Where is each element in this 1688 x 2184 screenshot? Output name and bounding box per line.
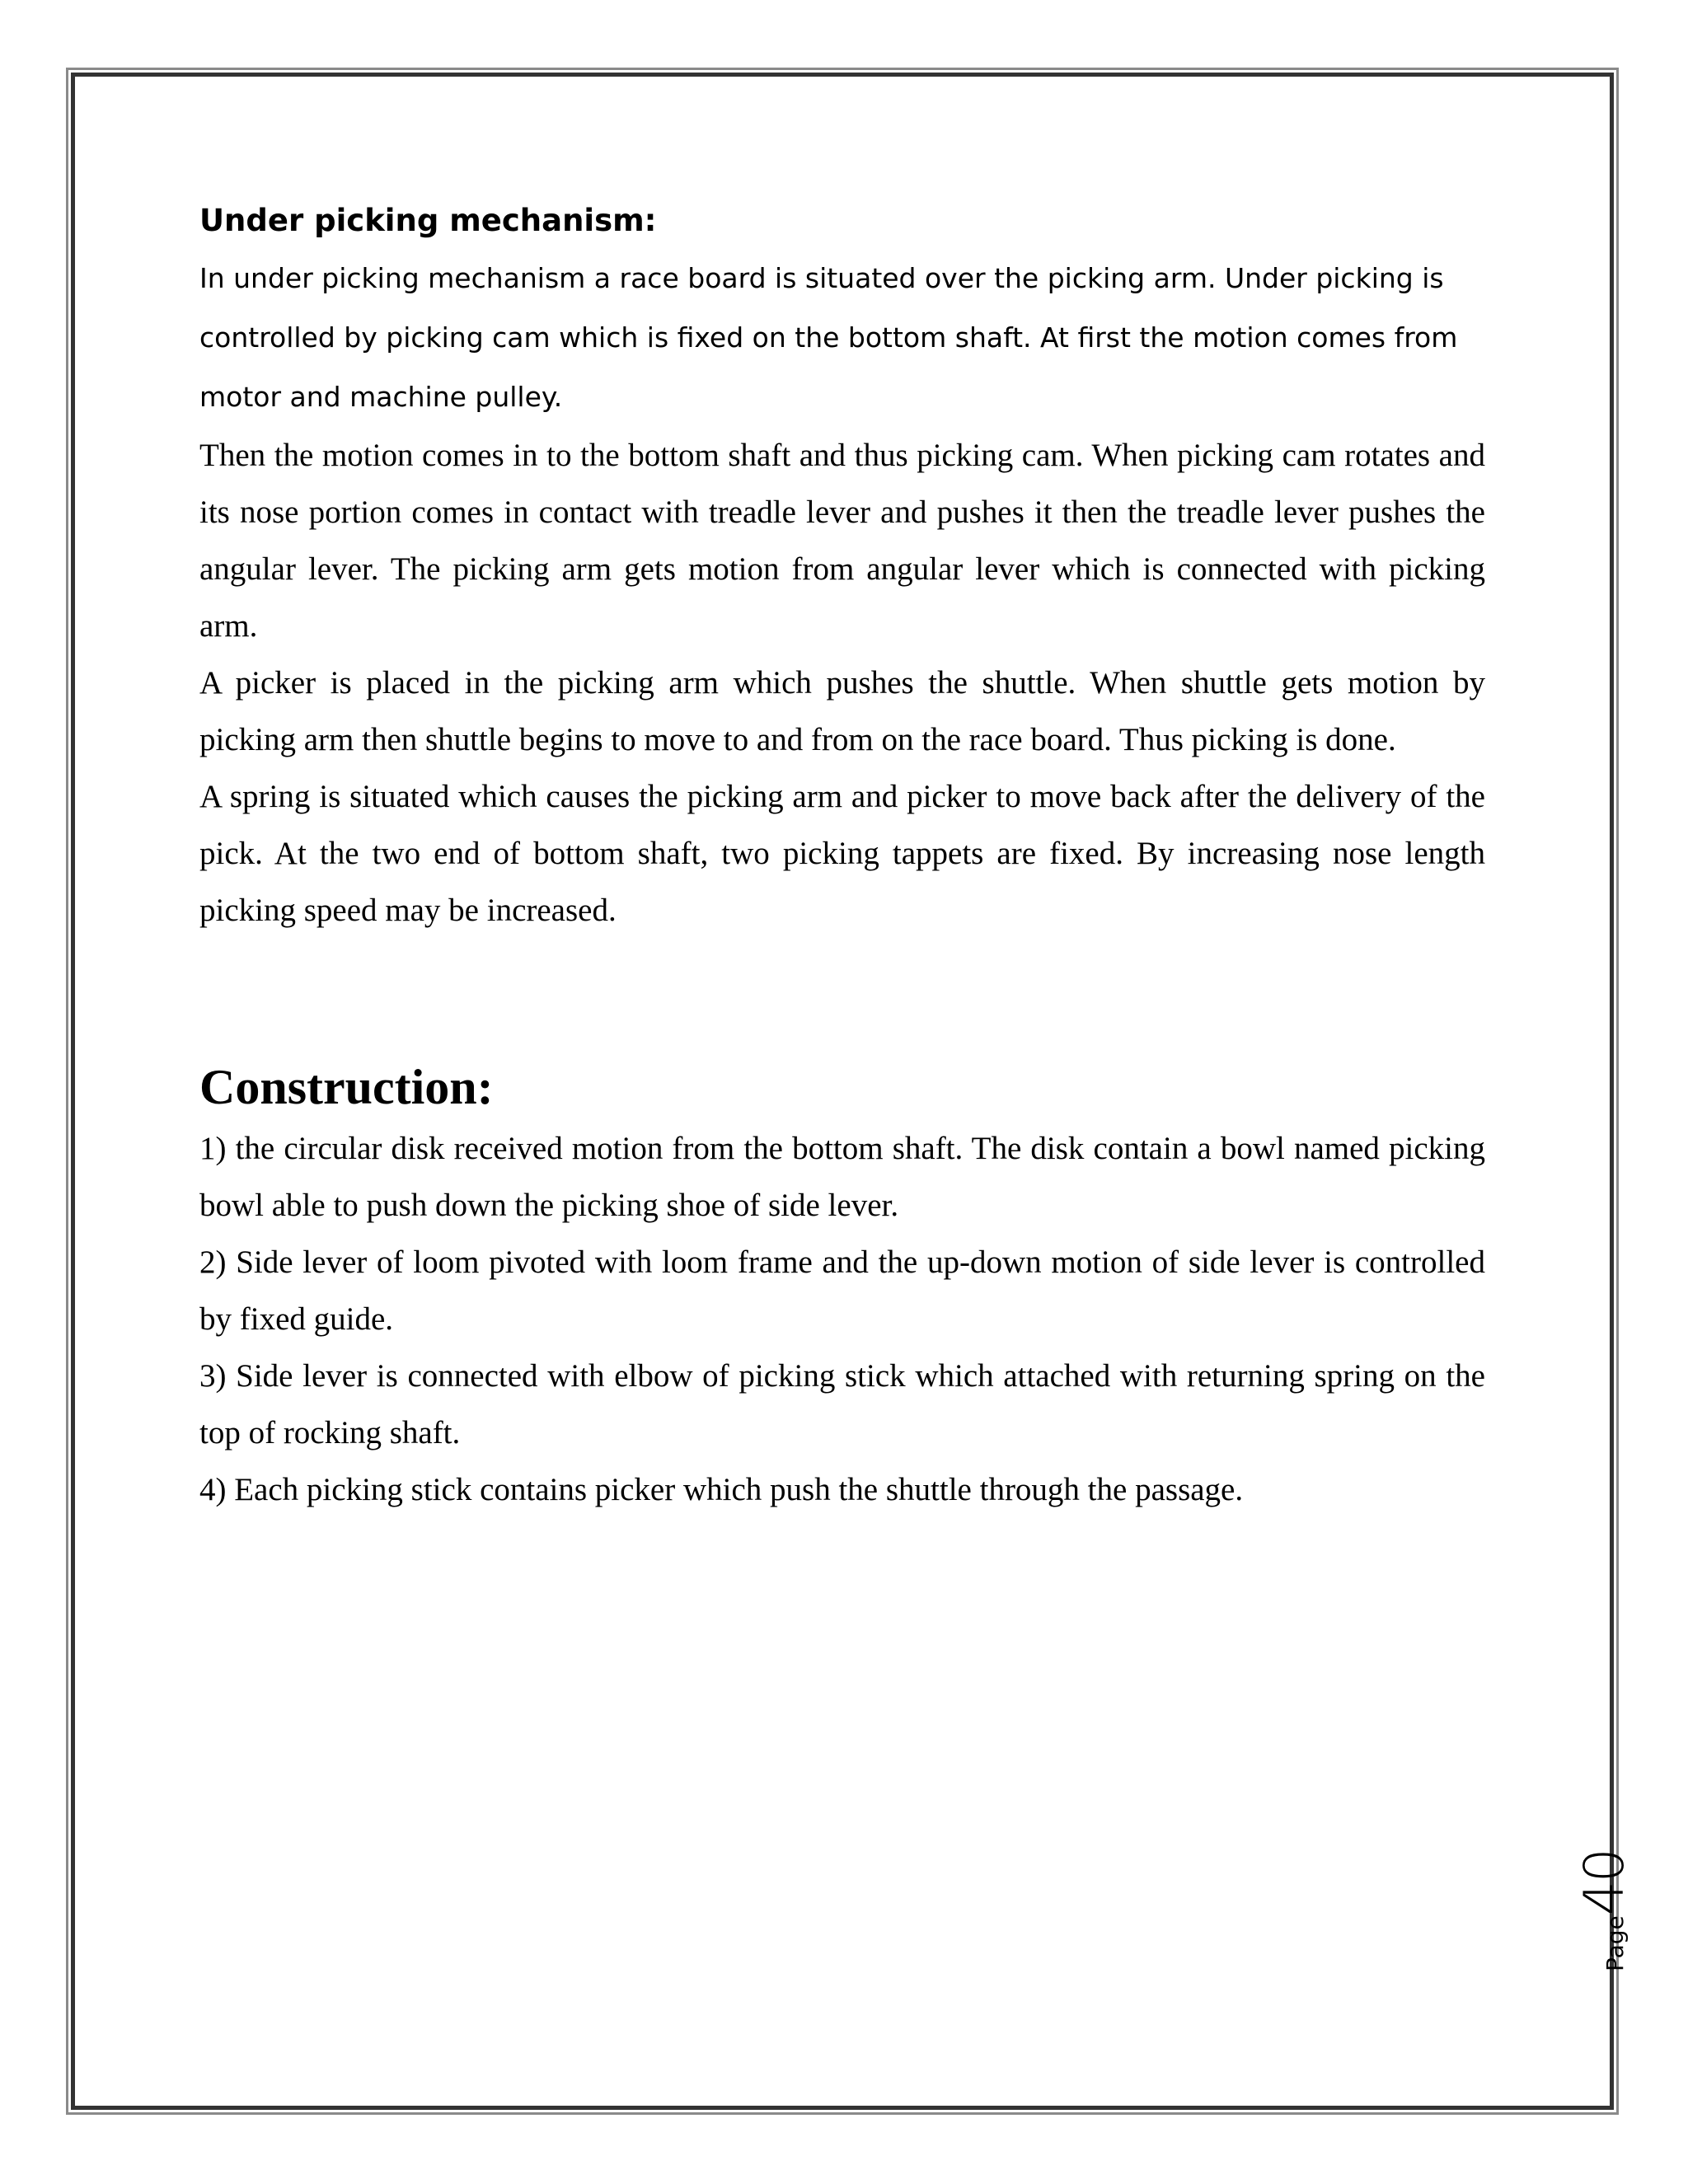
intro-paragraph: In under picking mechanism a race board is situated over the picking arm. Under picking is controlled by picking cam which is fixed on the bottom shaft. At first the motion comes from motor and machine pulley. — [199, 262, 1458, 413]
construction-item-3: 3) Side lever is connected with elbow of picking stick which attached with returning spring on the top of rocking shaft. — [199, 1358, 1485, 1451]
construction-item-4: 4) Each picking stick contains picker which push the shuttle through the passage. — [199, 1472, 1244, 1507]
body-paragraph-3: A spring is situated which causes the picking arm and picker to move back after the delivery of the pick. At the two end of bottom shaft, two picking tappets are fixed. By increasing nose length picking speed may be increased. — [199, 779, 1485, 928]
section-heading-under-picking: Under picking mechanism: — [199, 203, 657, 238]
section-heading-construction: Construction: — [199, 1060, 494, 1114]
page-number — [1573, 1849, 1636, 1971]
construction-item-1: 1) the circular disk received motion from the bottom shaft. The disk contain a bowl named picking bowl able to push down the picking shoe of side lever. — [199, 1131, 1485, 1223]
construction-item-2: 2) Side lever of loom pivoted with loom frame and the up-down motion of side lever is controlled by fixed guide. — [199, 1244, 1485, 1337]
body-paragraph-1: Then the motion comes in to the bottom shaft and thus picking cam. When picking cam rotates and its nose portion comes in contact with treadle lever and pushes it then the treadle lever pushes the angular lever. The picking arm gets motion from angular lever which is connected with picking arm. — [199, 438, 1485, 644]
page-content — [199, 196, 1485, 1518]
page-number-value: 40 — [1573, 1849, 1636, 1916]
body-paragraph-2: A picker is placed in the picking arm which pushes the shuttle. When shuttle gets motion by picking arm then shuttle begins to move to and from on the race board. Thus picking is done. — [199, 665, 1485, 757]
page-word: Page — [1601, 1915, 1629, 1971]
